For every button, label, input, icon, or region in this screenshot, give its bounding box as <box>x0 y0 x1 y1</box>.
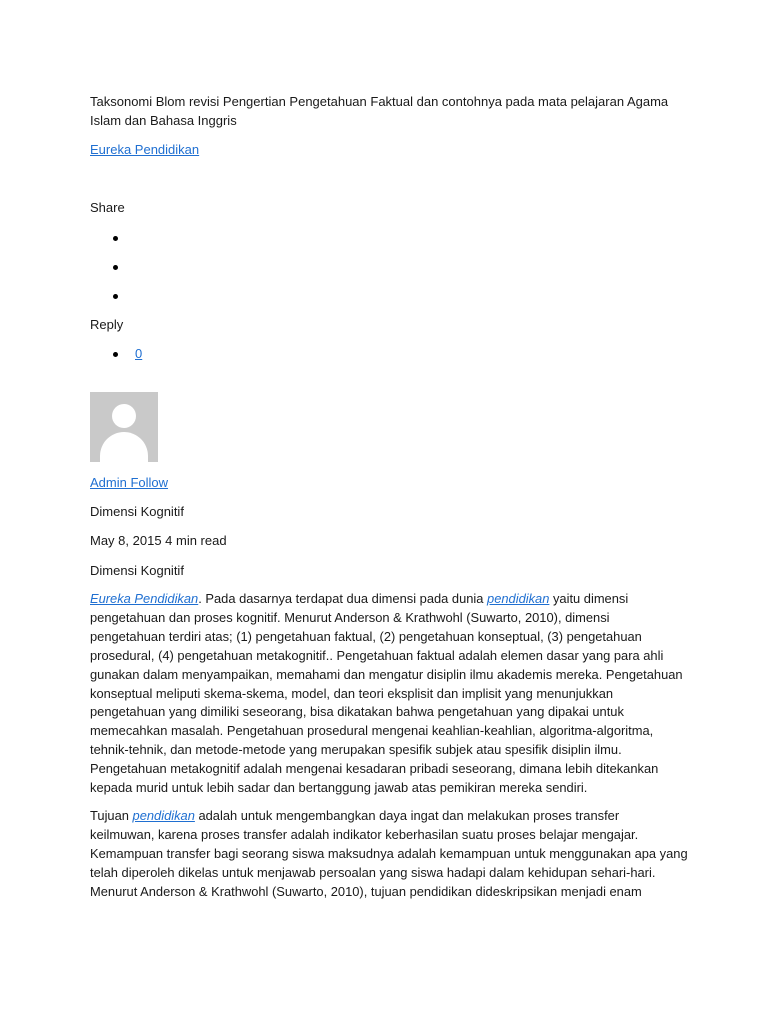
paragraph-1-line-9: tehnik-tehnik, dan metode-metode yang merupakan spesifik subjek atau spesifik disiplin ilmu. <box>90 742 622 758</box>
paragraph-1 <box>90 590 683 798</box>
paragraph-1-line-11: kepada murid untuk lebih sadar dan bertanggung jawab atas pemikiran mereka sendiri. <box>90 780 588 796</box>
paragraph-2-text: adalah untuk mengembangkan daya ingat dan melakukan proses transfer <box>194 808 620 823</box>
source-link[interactable]: Eureka Pendidikan <box>90 142 200 157</box>
reply-bullet <box>113 352 118 357</box>
paragraph-1-text: yaitu dimensi <box>549 591 629 606</box>
reply-label: Reply <box>90 317 124 332</box>
paragraph-2-line-3: Kemampuan transfer bagi seorang siswa maksudnya adalah kemampuan untuk menggunakan apa yang <box>90 845 688 861</box>
paragraph-2 <box>90 807 688 902</box>
heading-dimensi-kognitif-2: Dimensi Kognitif <box>90 563 184 578</box>
paragraph-1-line-4: prosedural, (4) pengetahuan metakognitif.. Pengetahuan faktual adalah elemen dasar yang para ahli <box>90 647 664 663</box>
eureka-pendidikan-inline-link[interactable]: Eureka Pendidikan <box>90 591 199 606</box>
paragraph-2-text: Tujuan <box>90 808 133 823</box>
paragraph-1-line-7: pengetahuan yang dimiliki seseorang, bisa dikatakan bahwa pengetahuan yang dipakai untuk <box>90 704 624 720</box>
share-bullet-2[interactable] <box>113 265 118 270</box>
avatar[interactable] <box>90 392 158 462</box>
paragraph-2-line-5: Menurut Anderson & Krathwohl (Suwarto, 2010), tujuan pendidikan dideskripsikan menjadi enam <box>90 883 642 899</box>
heading-dimensi-kognitif-1: Dimensi Kognitif <box>90 504 184 519</box>
article-title-line-2: Islam dan Bahasa Inggris <box>90 113 237 128</box>
avatar-body-shape <box>100 432 148 462</box>
article-title-line-1: Taksonomi Blom revisi Pengertian Pengetahuan Faktual dan contohnya pada mata pelajaran Agama <box>90 94 669 109</box>
share-bullet-3[interactable] <box>113 294 118 299</box>
paragraph-2-line-2: keilmuwan, karena proses transfer adalah indikator keberhasilan suatu proses belajar mengajar. <box>90 826 639 842</box>
pendidikan-inline-link-2[interactable]: pendidikan <box>132 808 195 823</box>
paragraph-1-line-8: memecahkan masalah. Pengetahuan prosedural mengenai keahlian-keahlian, algoritma-algoritma, <box>90 723 654 739</box>
share-bullet-1[interactable] <box>113 236 118 241</box>
paragraph-1-line-1 <box>90 590 680 609</box>
publish-date: May 8, 2015 4 min read <box>90 533 227 548</box>
paragraph-2-line-1 <box>90 807 680 826</box>
paragraph-1-text: . Pada dasarnya terdapat dua dimensi pada dunia <box>198 591 488 606</box>
paragraph-1-line-6: konseptual meliputi skema-skema, model, dan teori eksplisit dan implisit yang menunjukkan <box>90 685 614 701</box>
reply-count-link[interactable]: 0 <box>135 346 143 361</box>
paragraph-1-line-5: gunakan dalam menyampaikan, memahami dan mengatur disiplin ilmu akademis mereka. Pengetahuan <box>90 666 683 682</box>
paragraph-1-line-10: Pengetahuan metakognitif adalah mengenai kesadaran pribadi seseorang, dimana lebih ditekankan <box>90 761 659 777</box>
share-label: Share <box>90 200 125 215</box>
paragraph-1-line-3: pengetahuan terdiri atas; (1) pengetahuan faktual, (2) pengetahuan konseptual, (3) pengetahuan <box>90 628 642 644</box>
paragraph-2-line-4: telah diperoleh dikelas untuk menjawab persoalan yang siswa hadapi dalam kehidupan sehari-hari. <box>90 864 656 880</box>
pendidikan-inline-link-1[interactable]: pendidikan <box>487 591 550 606</box>
avatar-head-shape <box>112 404 136 428</box>
paragraph-1-line-2: pengetahuan dan proses kognitif. Menurut Anderson & Krathwohl (Suwarto, 2010), dimensi <box>90 609 610 625</box>
author-follow-link[interactable]: Admin Follow <box>90 475 169 490</box>
